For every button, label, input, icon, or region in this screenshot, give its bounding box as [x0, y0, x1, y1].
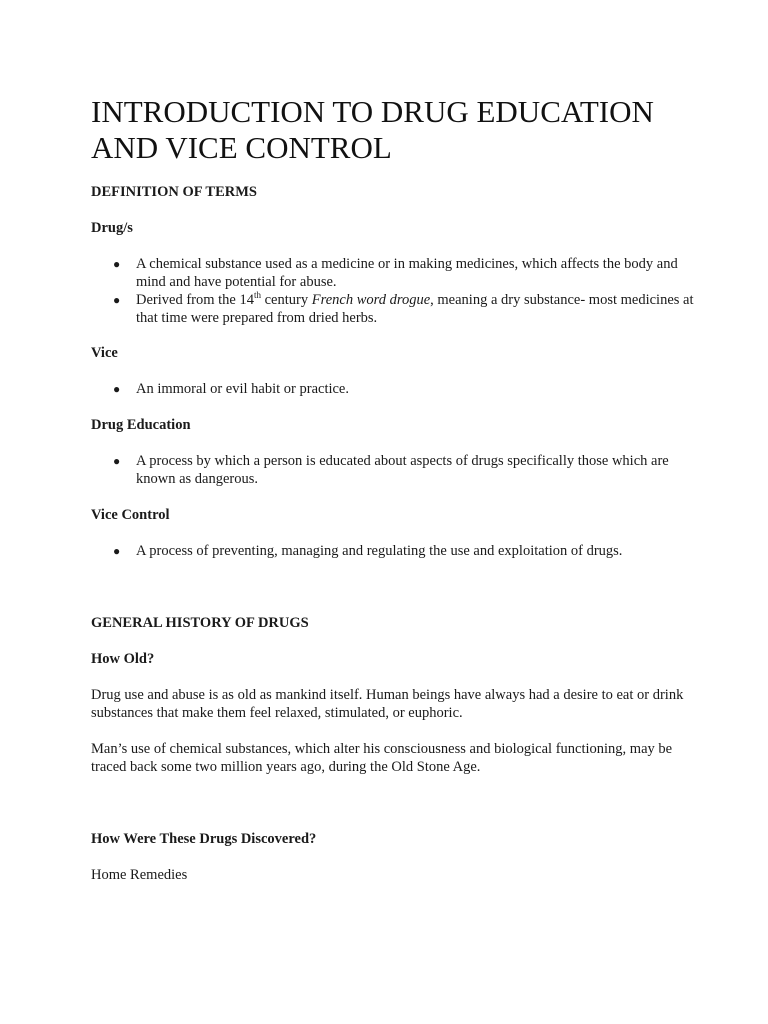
list-item [91, 542, 701, 560]
vice-bullet-list [91, 380, 701, 398]
list-item [91, 452, 701, 488]
section-heading-definitions: DEFINITION OF TERMS [91, 184, 257, 200]
vice-control-bullet-list [91, 542, 701, 560]
bullet-icon: ● [113, 544, 121, 558]
list-item [91, 380, 701, 398]
paragraph-home-remedies: Home Remedies [91, 867, 188, 883]
bullet-icon: ● [113, 293, 121, 307]
drugs-definition-1: A chemical substance used as a medicine or in making medicines, which affects the body and mind and have potential for abuse. [136, 256, 678, 290]
list-item [91, 291, 701, 327]
paragraph-how-old-2: Man’s use of chemical substances, which alter his consciousness and biological functioning, may be traced back some two million years ago, during the Old Stone Age. [91, 741, 673, 775]
term-heading-vice: Vice [91, 345, 118, 361]
subheading-how-old: How Old? [91, 651, 155, 667]
bullet-icon: ● [113, 454, 121, 468]
list-item [91, 255, 701, 291]
bullet-icon: ● [113, 257, 121, 271]
section-heading-history: GENERAL HISTORY OF DRUGS [91, 615, 309, 631]
document-title: INTRODUCTION TO DRUG EDUCATION AND VICE CONTROL [91, 94, 654, 165]
term-heading-drug-education: Drug Education [91, 417, 191, 433]
drugs-definition-2: Derived from the 14th century French word drogue, meaning a dry substance- most medicines at that time were prepared from dried herbs. [136, 290, 694, 326]
drugs-bullet-list [91, 255, 701, 327]
drug-education-definition-1: A process by which a person is educated about aspects of drugs specifically those which are known as dangerous. [136, 453, 669, 487]
drug-education-bullet-list [91, 452, 701, 488]
vice-definition-1: An immoral or evil habit or practice. [136, 381, 349, 397]
paragraph-how-old-1: Drug use and abuse is as old as mankind itself. Human beings have always had a desire to eat or drink substances that make them feel relaxed, stimulated, or euphoric. [91, 687, 684, 721]
vice-control-definition-1: A process of preventing, managing and regulating the use and exploitation of drugs. [136, 543, 623, 559]
subheading-discovered: How Were These Drugs Discovered? [91, 831, 317, 847]
term-heading-vice-control: Vice Control [91, 507, 170, 523]
bullet-icon: ● [113, 382, 121, 396]
term-heading-drugs: Drug/s [91, 220, 133, 236]
